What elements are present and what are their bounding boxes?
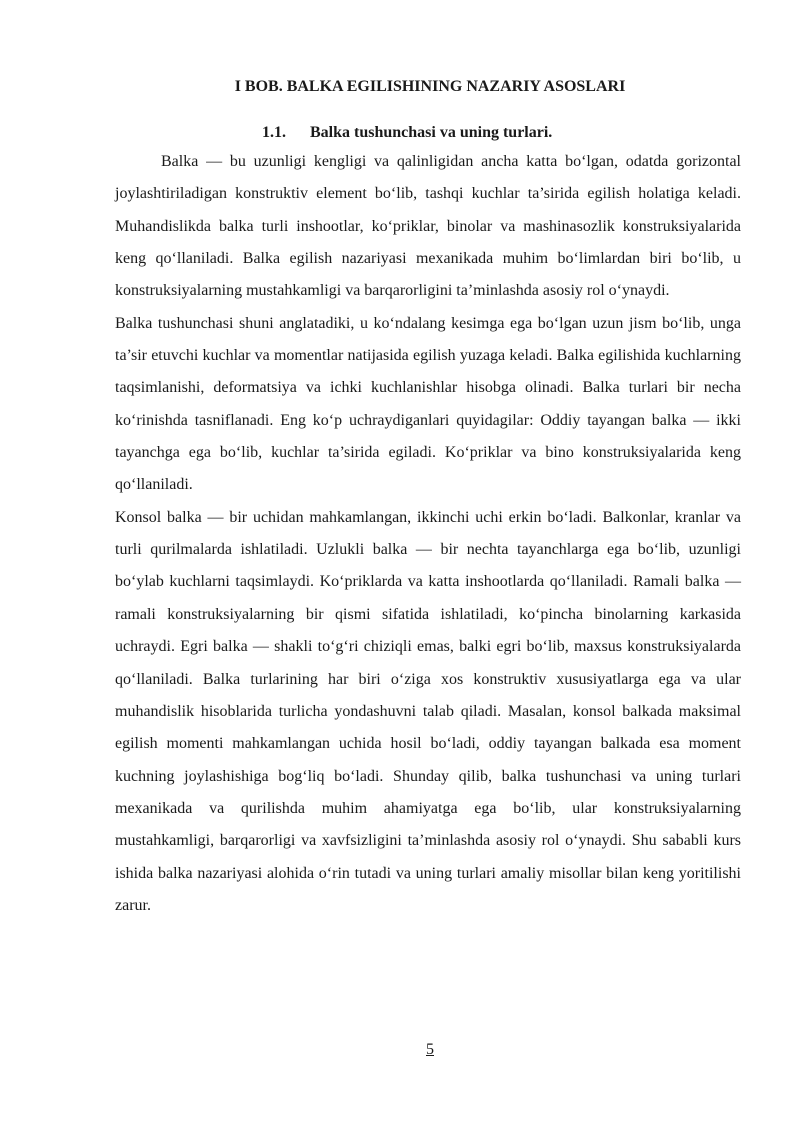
page-number: 5 <box>426 1041 434 1058</box>
body-text <box>115 146 741 922</box>
section-number: 1.1. <box>262 124 286 141</box>
paragraph-2: Balka tushunchasi shuni anglatadiki, u ko‘ndalang kesimga ega bo‘lgan uzun jism bo‘lib, unga ta’sir etuvchi kuchlar va momentlar natijasida egilish yuzaga keladi. Balka egilishida kuchlarning taqsimlanishi, deformatsiya va ichki kuchlanishlar hisobga olinadi. Balka turlari bir necha ko‘rinishda tasniflanadi. Eng ko‘p uchraydiganlari quyidagilar: Oddiy tayangan balka — ikki tayanchga ega bo‘lib, kuchlar ta’sirida egiladi. Ko‘priklar va bino konstruksiyalarida keng qo‘llaniladi. <box>115 314 741 494</box>
section-heading <box>262 122 552 144</box>
paragraph-1: Balka — bu uzunligi kengligi va qalinligidan ancha katta bo‘lgan, odatda gorizontal joylashtiriladigan konstruktiv element bo‘lib, tashqi kuchlar ta’sirida egilish holatiga keladi. Muhandislikda balka turli inshootlar, ko‘priklar, binolar va mashinasozlik konstruksiyalarida keng qo‘llaniladi. Balka egilish nazariyasi mexanikada muhim bo‘limlardan biri bo‘lib, u konstruksiyalarning mustahkamligi va barqarorligini ta’minlashda asosiy rol o‘ynaydi. <box>115 153 741 300</box>
section-title: Balka tushunchasi va uning turlari. <box>310 124 553 141</box>
chapter-title: I BOB. BALKA EGILISHINING NAZARIY ASOSLARI <box>234 78 626 95</box>
paragraph-3: Konsol balka — bir uchidan mahkamlangan, ikkinchi uchi erkin bo‘ladi. Balkonlar, kranlar va turli qurilmalarda ishlatiladi. Uzlukli balka — bir nechta tayanchlarga ega bo‘lib, uzunligi bo‘ylab kuchlarni taqsimlaydi. Ko‘priklarda va katta inshootlarda qo‘llaniladi. Ramali balka — ramali konstruksiyalarning bir qismi sifatida ishlatiladi, ko‘pincha binolarning karkasida uchraydi. Egri balka — shakli to‘g‘ri chiziqli emas, balki egri bo‘lib, maxsus konstruksiyalarda qo‘llaniladi. Balka turlarining har biri o‘ziga xos konstruktiv xususiyatlarga ega va ular muhandislik hisoblarida turlicha yondashuvni talab qiladi. Masalan, konsol balkada maksimal egilish momenti mahkamlangan uchida hosil bo‘ladi, oddiy tayangan balkada esa moment kuchning joylashishiga bog‘liq bo‘ladi. Shunday qilib, balka tushunchasi va uning turlari mexanikada va qurilishda muhim ahamiyatga ega bo‘lib, ular konstruksiyalarning mustahkamligi, barqarorligi va xavfsizligini ta’minlashda asosiy rol o‘ynaydi. Shu sababli kurs ishida balka nazariyasi alohida o‘rin tutadi va uning turlari amaliy misollar bilan keng yoritilishi zarur. <box>115 508 741 914</box>
